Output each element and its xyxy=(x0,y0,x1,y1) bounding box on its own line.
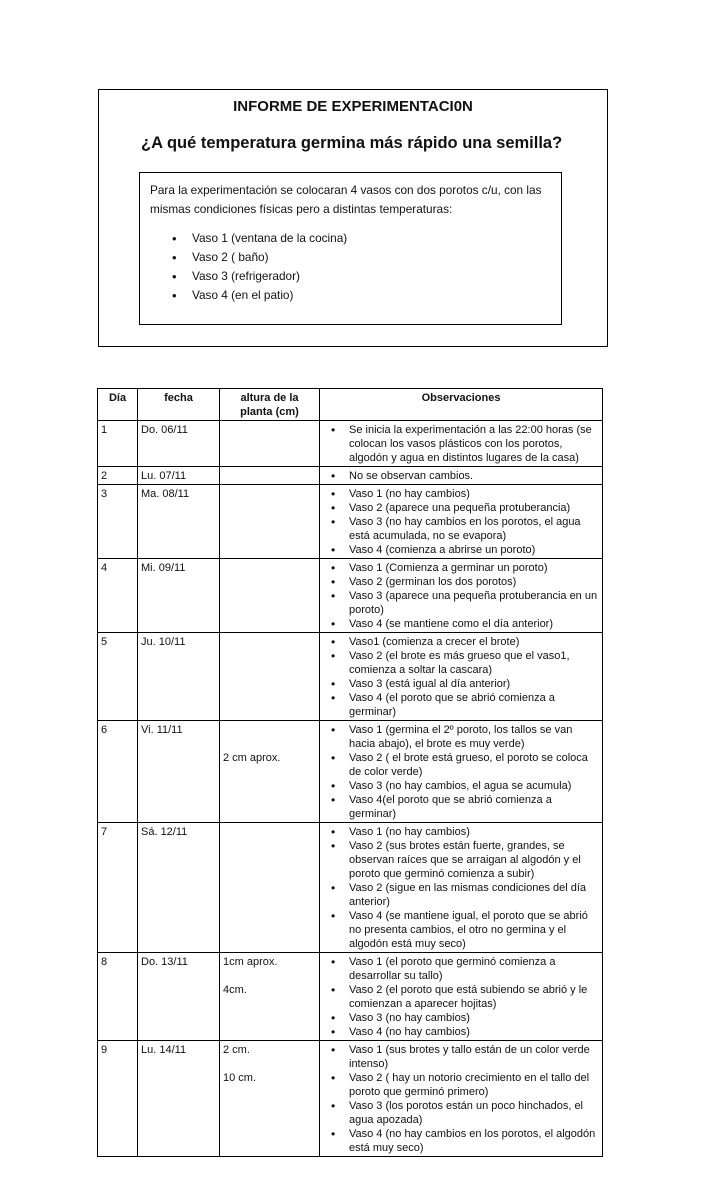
height-value: 2 cm. xyxy=(223,1044,250,1056)
day-cell: 1 xyxy=(98,421,138,467)
observations-cell xyxy=(320,721,603,823)
observation-item: • Vaso 1 (sus brotes y tallo están de un color verde intenso) xyxy=(323,1043,599,1071)
observation-item: • Vaso 2 ( hay un notorio crecimiento en el tallo del poroto que germinó primero) xyxy=(323,1071,599,1099)
height-cell xyxy=(220,953,320,1041)
report-header-box xyxy=(98,89,608,347)
day-cell: 3 xyxy=(98,485,138,559)
height-cell xyxy=(220,421,320,467)
height-value xyxy=(223,969,316,983)
observation-item: • Vaso 3 (los porotos están un poco hinchados, el agua apozada) xyxy=(323,1099,599,1127)
observation-item: • Vaso 2 (sus brotes están fuerte, grandes, se observan raíces que se arraigan al algodón y el poroto que germinó comienza a subir) xyxy=(323,839,599,881)
header-height: altura de la planta (cm) xyxy=(220,389,320,421)
height-cell xyxy=(220,1041,320,1157)
date-cell: Do. 06/11 xyxy=(138,421,220,467)
observation-item: • Vaso1 (comienza a crecer el brote) xyxy=(323,635,599,649)
observation-item: • Vaso 3 (aparece una pequeña protuberancia en un poroto) xyxy=(323,589,599,617)
table-row xyxy=(98,421,603,467)
date-cell: Sá. 12/11 xyxy=(138,823,220,953)
observation-list xyxy=(323,469,599,483)
observation-item: • Vaso 4 (no hay cambios en los porotos, el algodón está muy seco) xyxy=(323,1127,599,1155)
observations-cell xyxy=(320,823,603,953)
glass-item: • Vaso 3 (refrigerador) xyxy=(150,267,551,286)
height-value xyxy=(223,1057,316,1071)
header-day: Día xyxy=(98,389,138,421)
observation-item: • Vaso 1 (no hay cambios) xyxy=(323,825,599,839)
observation-item: • Vaso 3 (está igual al día anterior) xyxy=(323,677,599,691)
observations-cell xyxy=(320,953,603,1041)
observation-list xyxy=(323,635,599,719)
observation-item: • Vaso 1 (Comienza a germinar un poroto) xyxy=(323,561,599,575)
day-cell: 7 xyxy=(98,823,138,953)
height-cell xyxy=(220,467,320,485)
experiment-description-box xyxy=(139,172,562,325)
observation-item: • Vaso 4(el poroto que se abrió comienza a germinar) xyxy=(323,793,599,821)
date-cell: Ma. 08/11 xyxy=(138,485,220,559)
observation-item: • Vaso 4 (se mantiene igual, el poroto que se abrió no presenta cambios, el otro no germina y el algodón está muy seco) xyxy=(323,909,599,951)
day-cell: 2 xyxy=(98,467,138,485)
date-cell: Do. 13/11 xyxy=(138,953,220,1041)
table-row xyxy=(98,823,603,953)
table-row xyxy=(98,633,603,721)
header-date: fecha xyxy=(138,389,220,421)
date-cell: Lu. 07/11 xyxy=(138,467,220,485)
observation-list xyxy=(323,1043,599,1155)
table-body xyxy=(98,421,603,1157)
intro-text: Para la experimentación se colocaran 4 vasos con dos porotos c/u, con las mismas condiciones físicas pero a distintas temperaturas: xyxy=(150,183,542,216)
height-cell xyxy=(220,823,320,953)
observation-item: • Vaso 4 (se mantiene como el día anterior) xyxy=(323,617,599,631)
observation-item: • Vaso 1 (no hay cambios) xyxy=(323,487,599,501)
report-title: INFORME DE EXPERIMENTACI0N xyxy=(233,98,473,115)
table-row xyxy=(98,467,603,485)
observations-cell xyxy=(320,485,603,559)
height-value: 2 cm aprox. xyxy=(223,752,281,764)
day-cell: 5 xyxy=(98,633,138,721)
observation-item: • Vaso 4 (comienza a abrirse un poroto) xyxy=(323,543,599,557)
height-cell xyxy=(220,633,320,721)
observation-table xyxy=(97,388,603,1157)
day-cell: 6 xyxy=(98,721,138,823)
observation-item: • Vaso 1 (el poroto que germinó comienza a desarrollar su tallo) xyxy=(323,955,599,983)
observation-item: • Vaso 2 ( el brote está grueso, el poroto se coloca de color verde) xyxy=(323,751,599,779)
date-cell: Lu. 14/11 xyxy=(138,1041,220,1157)
observations-cell xyxy=(320,559,603,633)
glass-list xyxy=(150,229,551,305)
day-cell: 4 xyxy=(98,559,138,633)
height-value: 4cm. xyxy=(223,984,247,996)
observation-list xyxy=(323,723,599,821)
height-cell xyxy=(220,559,320,633)
observation-item: • Vaso 4 (no hay cambios) xyxy=(323,1025,599,1039)
table-row xyxy=(98,1041,603,1157)
table-row xyxy=(98,485,603,559)
glass-item: • Vaso 4 (en el patio) xyxy=(150,286,551,305)
table-header-row xyxy=(98,389,603,421)
observation-list xyxy=(323,423,599,465)
date-cell: Vi. 11/11 xyxy=(138,721,220,823)
height-value: 10 cm. xyxy=(223,1072,257,1084)
height-cell xyxy=(220,721,320,823)
observation-list xyxy=(323,487,599,557)
height-value: 1cm aprox. xyxy=(223,956,278,968)
glass-item: • Vaso 2 ( baño) xyxy=(150,248,551,267)
observation-list xyxy=(323,825,599,951)
height-value xyxy=(223,737,316,751)
observations-cell xyxy=(320,633,603,721)
observation-item: • Vaso 1 (germina el 2º poroto, los tallos se van hacia abajo), el brote es muy verde) xyxy=(323,723,599,751)
observations-cell xyxy=(320,467,603,485)
observation-item: • Vaso 3 (no hay cambios) xyxy=(323,1011,599,1025)
observations-cell xyxy=(320,421,603,467)
observation-item: • Se inicia la experimentación a las 22:00 horas (se colocan los vasos plásticos con los porotos, algodón y agua en distintos lugares de la casa) xyxy=(323,423,599,465)
observation-item: • No se observan cambios. xyxy=(323,469,599,483)
day-cell: 9 xyxy=(98,1041,138,1157)
observation-item: • Vaso 2 (sigue en las mismas condiciones del día anterior) xyxy=(323,881,599,909)
date-cell: Mi. 09/11 xyxy=(138,559,220,633)
observation-item: • Vaso 4 (el poroto que se abrió comienza a germinar) xyxy=(323,691,599,719)
glass-item: • Vaso 1 (ventana de la cocina) xyxy=(150,229,551,248)
day-cell: 8 xyxy=(98,953,138,1041)
table-row xyxy=(98,559,603,633)
observations-cell xyxy=(320,1041,603,1157)
table-row xyxy=(98,953,603,1041)
observation-item: • Vaso 2 (germinan los dos porotos) xyxy=(323,575,599,589)
observation-item: • Vaso 2 (aparece una pequeña protuberancia) xyxy=(323,501,599,515)
table-row xyxy=(98,721,603,823)
observation-list xyxy=(323,955,599,1039)
height-value xyxy=(223,723,316,737)
report-question: ¿A qué temperatura germina más rápido una semilla? xyxy=(141,134,563,152)
observation-item: • Vaso 2 (el poroto que está subiendo se abrió y le comienzan a aparecer hojitas) xyxy=(323,983,599,1011)
observation-item: • Vaso 3 (no hay cambios en los porotos, el agua está acumulada, no se evapora) xyxy=(323,515,599,543)
observation-item: • Vaso 3 (no hay cambios, el agua se acumula) xyxy=(323,779,599,793)
height-cell xyxy=(220,485,320,559)
observation-list xyxy=(323,561,599,631)
header-observations: Observaciones xyxy=(320,389,603,421)
observation-item: • Vaso 2 (el brote es más grueso que el vaso1, comienza a soltar la cascara) xyxy=(323,649,599,677)
date-cell: Ju. 10/11 xyxy=(138,633,220,721)
